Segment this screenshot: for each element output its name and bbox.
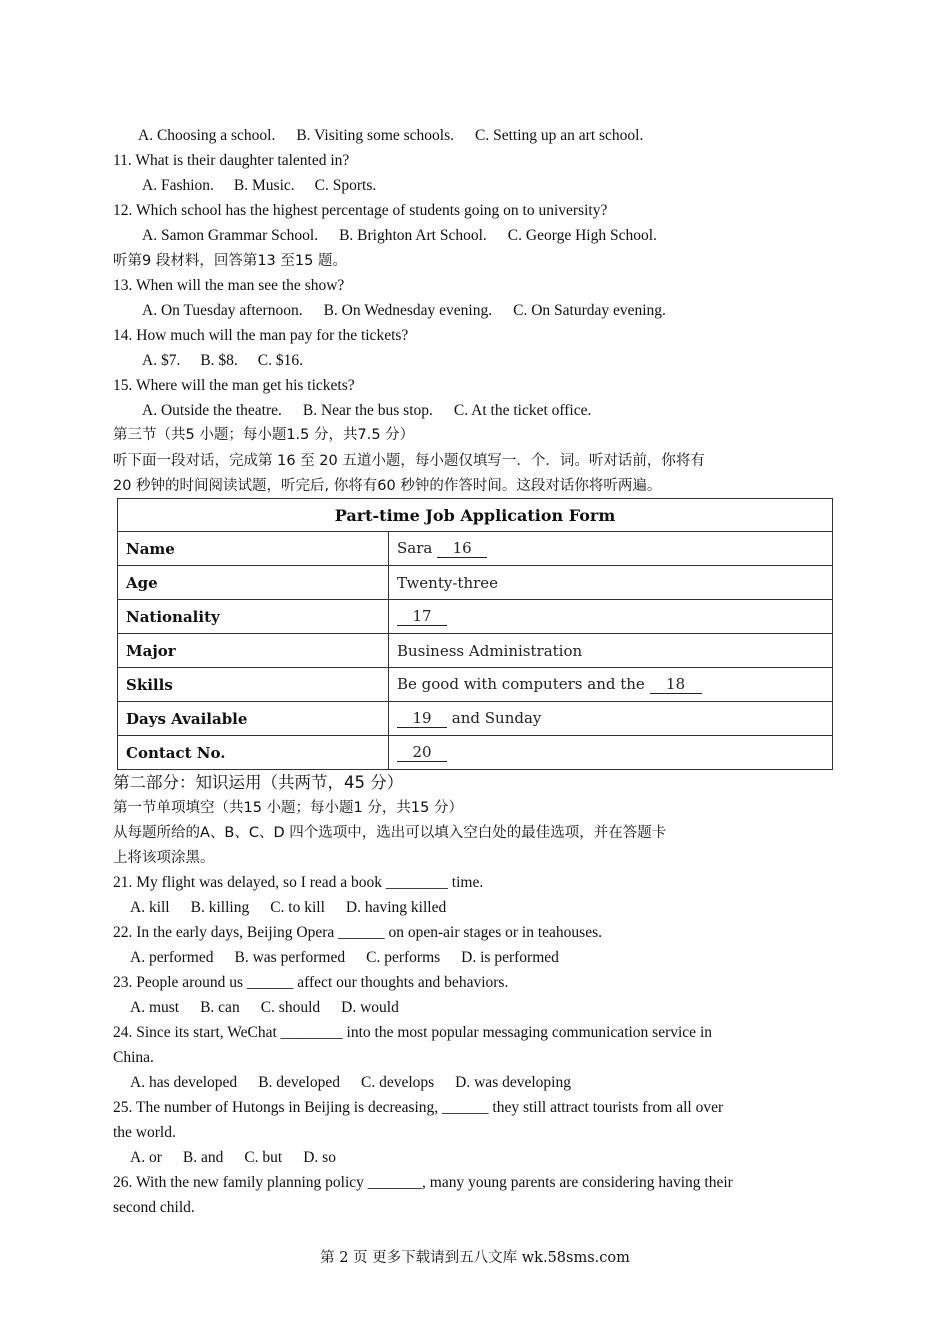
- option: C. should: [260, 999, 321, 1016]
- part2-title: 第二部分：知识运用（共两节，45 分）: [113, 773, 404, 792]
- option: D. having killed: [345, 899, 447, 916]
- option: A. or: [130, 1149, 162, 1166]
- form-value: [389, 532, 833, 566]
- answer-blank: 18: [650, 675, 702, 694]
- q13-options: [142, 301, 666, 321]
- option: B. On Wednesday evening.: [323, 302, 493, 319]
- option: D. would: [341, 999, 399, 1016]
- section3-instruction: 听下面一段对话，完成第 16 至 20 五道小题，每小题仅填写一．个．词。听对话前，你将有: [113, 453, 705, 469]
- option: C. At the ticket office.: [453, 402, 592, 419]
- form-label: Age: [118, 566, 389, 600]
- answer-blank: 19: [397, 709, 447, 728]
- option: B. $8.: [200, 352, 238, 369]
- form-label: Days Available: [118, 702, 389, 736]
- q14-question: 14. How much will the man pay for the tickets?: [113, 327, 409, 344]
- form-row-skills: [118, 668, 833, 702]
- option: B. can: [200, 999, 240, 1016]
- form-value: [389, 736, 833, 770]
- option: D. was developing: [455, 1074, 571, 1091]
- option: A. Samon Grammar School.: [142, 227, 319, 244]
- option: C. On Saturday evening.: [513, 302, 666, 319]
- option: B. Music.: [233, 177, 295, 194]
- option: A. Outside the theatre.: [142, 402, 282, 419]
- option: A. kill: [130, 899, 170, 916]
- option: B. developed: [258, 1074, 340, 1091]
- option: A. Fashion.: [142, 177, 214, 194]
- form-value: [389, 668, 833, 702]
- form-title: Part-time Job Application Form: [118, 499, 833, 532]
- q25-options: [130, 1148, 336, 1168]
- answer-blank: 20: [397, 743, 447, 762]
- form-row-nationality: [118, 600, 833, 634]
- answer-blank: 16: [437, 539, 487, 558]
- q13-question: 13. When will the man see the show?: [113, 277, 345, 294]
- form-row-age: [118, 566, 833, 600]
- form-label: Name: [118, 532, 389, 566]
- value-suffix: and Sunday: [451, 709, 542, 727]
- q24-question-cont: China.: [113, 1049, 154, 1066]
- option: B. and: [182, 1149, 224, 1166]
- option: D. is performed: [461, 949, 559, 966]
- form-label: Major: [118, 634, 389, 668]
- option: C. performs: [366, 949, 441, 966]
- form-row-major: [118, 634, 833, 668]
- form-value: Twenty-three: [389, 566, 833, 600]
- form-value: [389, 600, 833, 634]
- option: B. Near the bus stop.: [302, 402, 433, 419]
- q26-question-cont: second child.: [113, 1199, 195, 1216]
- section3-title: 第三节（共5 小题；每小题1.5 分，共7.5 分）: [113, 427, 415, 443]
- q26-question: 26. With the new family planning policy _______, many young parents are considering having their: [113, 1174, 733, 1191]
- option: B. Visiting some schools.: [296, 127, 455, 144]
- option: A. must: [130, 999, 180, 1016]
- q11-question: 11. What is their daughter talented in?: [113, 152, 350, 169]
- q15-options: [142, 401, 591, 421]
- form-label: Nationality: [118, 600, 389, 634]
- q21-options: [130, 898, 446, 918]
- q12-options: [142, 226, 657, 246]
- q10-options: [138, 126, 643, 146]
- part2-section1: 第一节单项填空（共15 小题；每小题1 分，共15 分）: [113, 800, 463, 816]
- option: C. Setting up an art school.: [475, 127, 644, 144]
- value-prefix: Sara: [397, 539, 433, 557]
- q22-question: 22. In the early days, Beijing Opera ______ on open-air stages or in teahouses.: [113, 924, 602, 941]
- q22-options: [130, 948, 559, 968]
- page-footer: 第 2 页 更多下载请到五八文库 wk.58sms.com: [320, 1250, 630, 1266]
- q23-options: [130, 998, 399, 1018]
- q11-options: [142, 176, 376, 196]
- form-row-days-available: [118, 702, 833, 736]
- q24-question: 24. Since its start, WeChat ________ into the most popular messaging communication service in: [113, 1024, 712, 1041]
- q14-options: [142, 351, 303, 371]
- option: C. $16.: [257, 352, 304, 369]
- q25-question: 25. The number of Hutongs in Beijing is decreasing, ______ they still attract tourists from all over: [113, 1099, 724, 1116]
- passage9-instruction: 听第9 段材料，回答第13 至15 题。: [113, 253, 347, 269]
- answer-blank: 17: [397, 607, 447, 626]
- form-label: Skills: [118, 668, 389, 702]
- option: C. develops: [360, 1074, 435, 1091]
- option: B. killing: [190, 899, 250, 916]
- form-row-contact: [118, 736, 833, 770]
- q21-question: 21. My flight was delayed, so I read a book ________ time.: [113, 874, 484, 891]
- part2-instruction: 上将该项涂黑。: [113, 850, 215, 866]
- option: A. $7.: [142, 352, 181, 369]
- form-value: Business Administration: [389, 634, 833, 668]
- option: C. George High School.: [507, 227, 657, 244]
- form-label: Contact No.: [118, 736, 389, 770]
- part2-instruction: 从每题所给的A、B、C、D 四个选项中，选出可以填入空白处的最佳选项，并在答题卡: [113, 825, 667, 841]
- option: B. Brighton Art School.: [339, 227, 487, 244]
- section3-instruction: 20 秒钟的时间阅读试题，听完后, 你将有60 秒钟的作答时间。这段对话你将听两遍。: [113, 478, 662, 494]
- q12-question: 12. Which school has the highest percentage of students going on to university?: [113, 202, 608, 219]
- option: A. On Tuesday afternoon.: [142, 302, 303, 319]
- q15-question: 15. Where will the man get his tickets?: [113, 377, 355, 394]
- option: A. performed: [130, 949, 214, 966]
- form-row-name: [118, 532, 833, 566]
- option: A. has developed: [130, 1074, 238, 1091]
- option: B. was performed: [234, 949, 346, 966]
- q25-question-cont: the world.: [113, 1124, 176, 1141]
- option: C. to kill: [270, 899, 325, 916]
- q24-options: [130, 1073, 571, 1093]
- job-application-form: [117, 498, 833, 770]
- value-prefix: Be good with computers and the: [397, 675, 645, 693]
- option: C. but: [244, 1149, 283, 1166]
- option: A. Choosing a school.: [138, 127, 276, 144]
- option: D. so: [303, 1149, 336, 1166]
- form-value: [389, 702, 833, 736]
- q23-question: 23. People around us ______ affect our thoughts and behaviors.: [113, 974, 509, 991]
- option: C. Sports.: [314, 177, 377, 194]
